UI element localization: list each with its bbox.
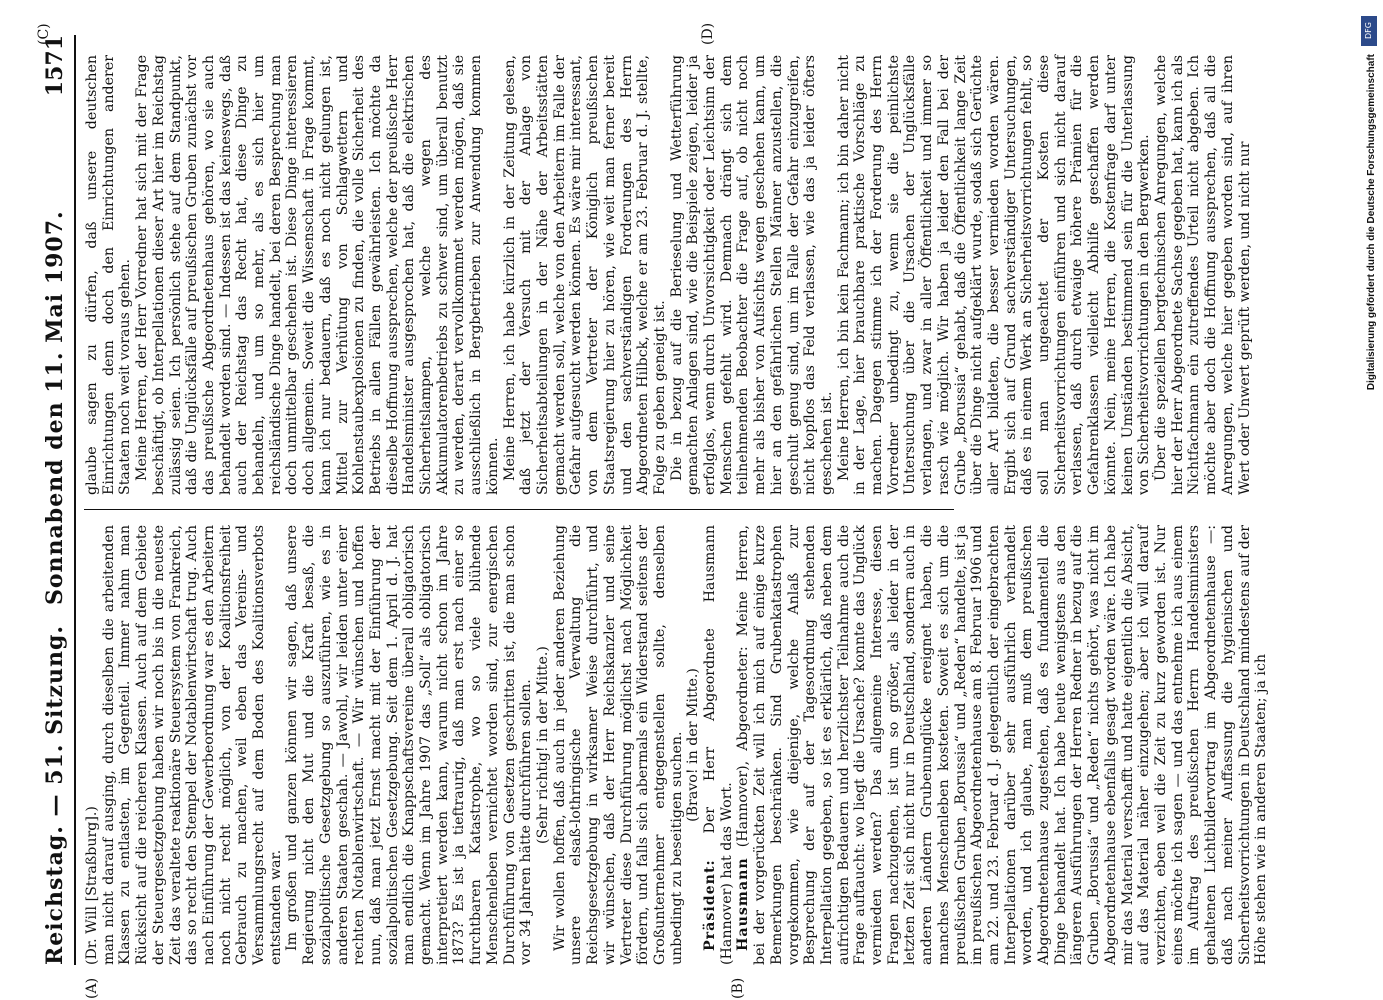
paragraph-text: (Hannover), Abgeordneter: Meine Herren, bei der vorgerückten Zeit will ich mich auf einige kurze Bemerkungen beschränken. Sind Grubenkatastrophen vorgekommen, wie diejenige, welche Anlaß zur Besprechung der auf der Tagesordnung stehenden Interpellation gegeben, so ist es erklärlich, daß neben dem aufrichtigen Bedauern und herzlichster Teilnahme auch die Frage auftaucht: wo liegt die Ursache? konnte das Unglück vermieden werden? Das allgemeine Interesse, diesen Fragen nachzugehen, ist um so größer, als leider in der letzten Zeit sich nicht nur in Deutschland, sondern auch in anderen Ländern Grubenunglücke ereignet haben, die manches Menschenleben kosteten. Soweit es sich um die preußischen Gruben „Borussia“ und „Reden“ handelte, ist ja im preußischen Abgeordnetenhause am 8. Februar 1906 und am 22. und 23. Februar d. J. gelegentlich der eingebrachten Interpellationen darüber sehr ausführlich verhandelt worden, und ich glaube, man muß dem preußischen Abgeordnetenhause zugestehen, daß es fundamentell die Dinge behandelt hat. Ich habe heute wenigstens aus den längeren Ausführungen der Herren Redner in bezug auf die Gruben „Borussia“ und „Reden“ nichts gehört, was nicht im Abgeordnetenhause ebenfalls gesagt worden wäre. Ich habe mir das Material verschafft und hatte eigentlich die Absicht, auf das Material näher einzugehen; aber ich will darauf verzichten, eben weil die Zeit zu kurz geworden ist. Nur eines möchte ich sagen — und das entnehme ich aus einem im Auftrag des preußischen Herrn Handelsministers gehaltenen Lichtbildervortrag im Abgeordnetenhause —: daß nach meiner Auffassung die hygienischen und Sicherheitsvorrichtungen in Deutschland mindestens auf der Höhe stehen wie in anderen Staaten; ja ich: [735, 525, 1270, 965]
margin-mark-a: (A): [84, 977, 100, 999]
paragraph: Meine Herren, ich bin kein Fachmann; ich bin daher nicht in der Lage, hier brauchbare praktische Vorschläge zu machen. Dagegen stimme ich der Forderung des Herrn Vorredner unbedingt zu, wenn sie die peinlichste Untersuchung über die Ursachen der Unglücksfälle verlangen, und zwar in aller Öffentlichkeit und immer so rasch wie möglich. Wir haben ja leider den Fall bei der Grube „Borussia“ gehabt, daß die Öffentlichkeit lange Zeit über die Dinge nicht aufgeklärt wurde, sodaß sich Gerüchte aller Art bildeten, die besser vermieden worden wären. Ergibt sich auf Grund sachverständiger Untersuchungen, daß es in einem Werk an Sicherheitsvorrichtungen fehlt, so soll man ungeachtet der Kosten diese Sicherheitsvorrichtungen einführen und sich nicht darauf verlassen, daß durch etwaige höhere Prämien für die Gefahrenklassen vielleicht Abhilfe geschaffen werden könnte. Nein, meine Herren, die Kostenfrage darf unter keinen Umständen bestimmend sein für die Unterlassung von Sicherheitsvorrichtungen in den Bergwerken.: [835, 55, 1153, 495]
header-date: Sonnabend den 11. Mai 1907.: [42, 210, 68, 605]
dfg-logo: DFG: [1361, 16, 1377, 46]
speaker-name: Präsident:: [702, 859, 719, 951]
paragraph: Meine Herren, der Herr Vorredner hat sich mit der Frage beschäftigt, ob Interpellationen dieser Art hier im Reichstag zulässig seien. Ich persönlich stehe auf dem Standpunkt, daß die Unglücksfälle auf preußischen Gruben zunächst vor das preußische Abgeordnetenhaus gehören, wo sie auch behandelt worden sind. — Indessen ist das keineswegs, daß auch der Reichstag das Recht hat, diese Dinge zu behandeln, und um so mehr, als es sich hier um reichsländische Dinge handelt, bei deren Besprechung man doch unmittelbar geschehen ist. Diese Dinge interessieren doch allgemein. Soweit die Wissenschaft in Frage kommt, kann ich nur bedauern, daß es noch nicht gelungen ist, Mittel zur Verhütung von Schlagwettern und Kohlenstaubexplosionen zu finden, die volle Sicherheit des Betriebs in allen Fällen gewährleisten. Ich möchte da dieselbe Hoffnung aussprechen, welche der preußische Herr Handelsminister ausgesprochen hat, daß die elektrischen Sicherheitslampen, welche wegen des Akkumulatorenbetriebs zu schwer sind, um überall benutzt zu werden, derart vervollkommnet werden mögen, daß sie ausschließlich in Bergbetrieben zur Anwendung kommen können.: [134, 55, 501, 495]
paragraph: Im großen und ganzen können wir sagen, daß unsere Regierung nicht den Mut und die Kraft besaß, die sozialpolitische Gesetzgebung so auszuführen, wie es in anderen Staaten geschah. — Jawohl, wir leiden unter einer rechten Notablenwirtschaft. — Wir wünschen und hoffen nun, daß man jetzt Ernst macht mit der Einführung der sozialpolitischen Gesetzgebung. Seit dem 1. April d. J. hat man endlich die Knappschaftsvereine überall obligatorisch gemacht. Wenn im Jahre 1907 das „Soll“ als obligatorisch interpretiert werden kann, warum nicht schon im Jahre 1873? Es ist ja tieftraurig, daß man erst nach einer so furchtbaren Katastrophe, wo so viele blühende Menschenleben vernichtet worden sind, zur energischen Durchführung von Gesetzen geschritten ist, die man schon vor 34 Jahren hätte durchführen sollen.: [284, 525, 535, 965]
text-column-right: [84, 55, 1253, 495]
paragraph: Die in bezug auf die Berieselung und Wetterführung gemachten Anlagen sind, wie die Beispiele zeigen, leider ja erfolglos, wenn durch Unvorsichtigkeit oder Leichtsinn der Menschen gefehlt wird. Demnach drängt sich dem teilnehmenden Beobachter die Frage auf, ob nicht noch mehr als bisher von Aufsichts wegen geschehen kann, um hier an den gefährlichen Stellen Männer anzustellen, die geschult genug sind, um im Falle der Gefahr einzugreifen, nicht kopflos das Feld verlassen, wie das ja leider öfters geschehen ist.: [668, 55, 835, 495]
page-number: 1571: [42, 35, 68, 97]
paragraph-text: Der Herr Abgeordnete Hausmann (Hannover) hat das Wort.: [702, 525, 735, 965]
speaker-tag: (Dr. Will [Straßburg].): [84, 806, 100, 965]
margin-mark-d: (D): [700, 22, 716, 45]
text-column-left: [84, 525, 1270, 965]
paragraph: Meine Herren, ich habe kürzlich in der Zeitung gelesen, daß jetzt der Versuch mit der Anlage von Sicherheitsabteilungen in der Nähe der Arbeitsstätten gemacht werden soll, welche von den Arbeitern im Falle der Gefahr aufgesucht werden können. Es wäre mir interessant, von dem Vertreter der Königlich preußischen Staatsregierung hier zu hören, wie weit man ferner bereit und den sachverständigen Forderungen des Herrn Abgeordneten Hilbck, welche er am 23. Februar d. J. stellte, Folge zu geben geneigt ist.: [501, 55, 668, 495]
rotated-page: [36, 22, 1340, 999]
interjection: (Bravo! in der Mitte.): [685, 668, 702, 822]
column-divider: [84, 509, 954, 510]
hausmann-paragraph: [735, 525, 1270, 965]
interjection: (Sehr richtig! in der Mitte.): [534, 646, 551, 844]
page-header: [40, 35, 76, 965]
digitization-footer: [1359, 8, 1379, 993]
paragraph: man nicht darauf ausging, durch dieselben die arbeitenden Klassen zu entlasten, im Gegenteil. Immer nahm man Rücksicht auf die reicheren Klassen. Auch auf dem Gebiete der Steuergesetzgebung haben wir noch bis in die neueste Zeit das veraltete reaktionäre Steuersystem von Frankreich, das so recht den Stempel der Notablenwirtschaft trug. Auch nach Einführung der Gewerbeordnung war es den Arbeitern noch nicht recht möglich, von der Koalitionsfreiheit Gebrauch zu machen, weil eben das Vereins- und Versammlungsrecht auf dem Boden des Koalitionsverbots entstanden war.: [100, 525, 284, 965]
speaker-name: Hausmann: [735, 857, 752, 951]
paragraph: glaube sagen zu dürfen, daß unsere deutschen Einrichtungen denn doch den Einrichtungen anderer Staaten noch weit voraus gehen.: [84, 55, 134, 495]
header-left: Reichstag. — 51. Sitzung.: [42, 624, 68, 965]
margin-mark-c: (C): [36, 23, 52, 45]
paragraph: Wir wollen hoffen, daß auch in jeder anderen Beziehung unsere elsaß-lothringische Verwaltung die Reichsgesetzgebung in wirksamer Weise durchführt, und wir wünschen, daß der Herr Reichskanzler und seine Vertreter diese Durchführung möglichst nach Möglichkeit fördern, und falls sich abermals ein Widerstand seitens der Großunternehmer entgegenstellen sollte, denselben unbedingt zu beseitigen suchen.: [551, 525, 685, 965]
margin-mark-b: (B): [730, 977, 746, 999]
digitization-note: Digitalisierung gefördert durch die Deutsche Forschungsgemeinschaft: [1366, 54, 1377, 391]
paragraph: Über die speziellen bergtechnischen Anregungen, welche hier der Herr Abgeordnete Sachse gegeben hat, kann ich als Nichtfachmann ein zutreffendes Urteil nicht abgeben. Ich möchte aber doch die Hoffnung aussprechen, daß all die Anregungen, welche hier gegeben worden sind, auf ihren Wert oder Unwert geprüft werden, und nicht nur: [1153, 55, 1253, 495]
president-paragraph: [702, 525, 735, 965]
